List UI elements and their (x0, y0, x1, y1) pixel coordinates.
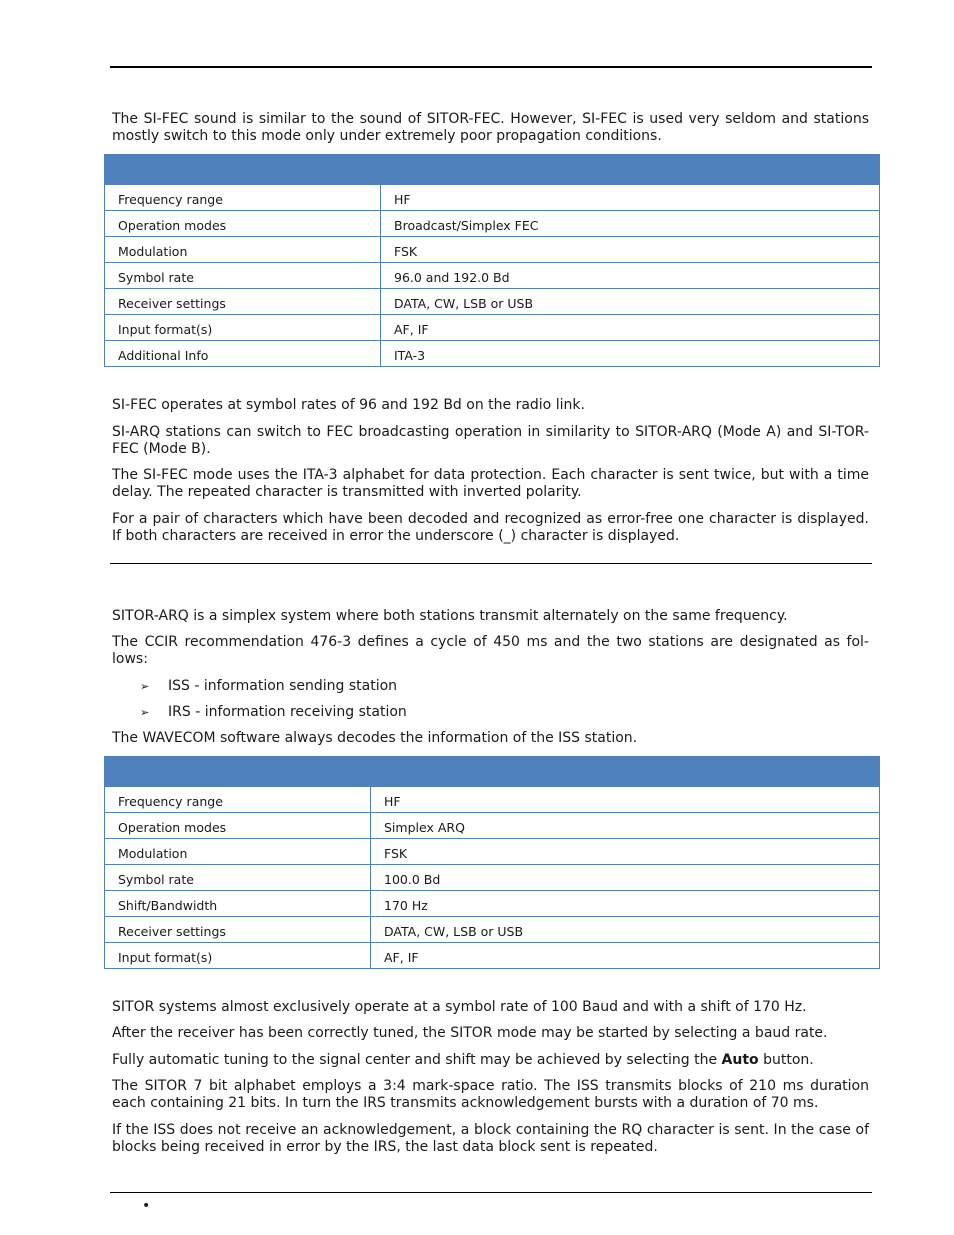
table-row (105, 943, 880, 969)
footer-rule (110, 1192, 872, 1193)
sifec-paragraph-2: SI-ARQ stations can switch to FEC broadcasting operation in similarity to SITOR-ARQ (Mode A) and SI-TOR-FEC (Mode B). (112, 424, 869, 457)
row-value: DATA, CW, LSB or USB (371, 917, 880, 943)
row-label: Symbol rate (105, 865, 371, 891)
table-row (105, 237, 880, 263)
row-value: Broadcast/Simplex FEC (381, 211, 880, 237)
row-value: 96.0 and 192.0 Bd (381, 263, 880, 289)
section-divider (110, 563, 872, 564)
sitorarq-decodes: The WAVECOM software always decodes the information of the ISS station. (112, 730, 638, 746)
table-row (105, 263, 880, 289)
row-value: HF (371, 787, 880, 813)
list-item-text: IRS - information receiving station (168, 704, 407, 720)
table-row (105, 211, 880, 237)
auto-button-name: Auto (721, 1052, 759, 1068)
sitorarq-paragraph-1: SITOR systems almost exclusively operate at a symbol rate of 100 Baud and with a shift of 170 Hz. (112, 999, 807, 1015)
table-row (105, 289, 880, 315)
sitorarq-intro: SITOR-ARQ is a simplex system where both stations transmit alternately on the same frequency. (112, 608, 788, 624)
table-row (105, 865, 880, 891)
header-rule (110, 66, 872, 68)
paragraph-text: Fully automatic tuning to the signal center and shift may be achieved by selecting the (112, 1052, 722, 1068)
row-label: Symbol rate (105, 263, 381, 289)
arrow-bullet-icon: ➢ (140, 706, 150, 719)
list-item (140, 704, 407, 721)
sifec-spec-table (104, 154, 880, 367)
row-label: Frequency range (105, 185, 381, 211)
row-label: Receiver settings (105, 917, 371, 943)
row-value: FSK (371, 839, 880, 865)
sifec-paragraph-3: The SI-FEC mode uses the ITA-3 alphabet for data protection. Each character is sent twice, but with a time delay. The repeated character is transmitted with inverted polarity. (112, 467, 869, 500)
row-label: Input format(s) (105, 315, 381, 341)
sifec-intro: The SI-FEC sound is similar to the sound of SITOR-FEC. However, SI-FEC is used very seldom and stations mostly switch to this mode only under extremely poor propagation conditions. (112, 111, 869, 144)
row-label: Modulation (105, 237, 381, 263)
table-row (105, 787, 880, 813)
table-header (105, 155, 880, 184)
row-label: Operation modes (105, 211, 381, 237)
row-value: FSK (381, 237, 880, 263)
table-row (105, 813, 880, 839)
sitorarq-spec-table (104, 756, 880, 969)
paragraph-text: button. (758, 1052, 814, 1068)
sitorarq-ccir: The CCIR recommendation 476-3 defines a cycle of 450 ms and the two stations are designated as fol-lows: (112, 634, 869, 667)
sitorarq-paragraph-3 (112, 1052, 869, 1069)
footer-bullet: • (142, 1198, 151, 1214)
row-value: 170 Hz (371, 891, 880, 917)
row-label: Operation modes (105, 813, 371, 839)
sitorarq-paragraph-5: If the ISS does not receive an acknowledgement, a block containing the RQ character is sent. In the case of blocks being received in error by the IRS, the last data block sent is repeated. (112, 1122, 869, 1155)
row-label: Frequency range (105, 787, 371, 813)
table-row (105, 839, 880, 865)
list-item (140, 678, 397, 695)
row-value: AF, IF (381, 315, 880, 341)
table-row (105, 315, 880, 341)
table-row (105, 891, 880, 917)
row-value: Simplex ARQ (371, 813, 880, 839)
row-value: ITA-3 (381, 341, 880, 367)
row-label: Input format(s) (105, 943, 371, 969)
table-row (105, 185, 880, 211)
table-row (105, 341, 880, 367)
row-label: Modulation (105, 839, 371, 865)
sitorarq-paragraph-4: The SITOR 7 bit alphabet employs a 3:4 mark-space ratio. The ISS transmits blocks of 210 ms duration each containing 21 bits. In turn the IRS transmits acknowledgement bursts with a duration of 70 ms. (112, 1078, 869, 1111)
row-value: 100.0 Bd (371, 865, 880, 891)
table-header (371, 757, 880, 786)
sitorarq-paragraph-2: After the receiver has been correctly tuned, the SITOR mode may be started by selecting a baud rate. (112, 1025, 828, 1041)
arrow-bullet-icon: ➢ (140, 680, 150, 693)
row-value: DATA, CW, LSB or USB (381, 289, 880, 315)
sifec-paragraph-4: For a pair of characters which have been decoded and recognized as error-free one character is displayed. If both characters are received in error the underscore (_) character is displayed. (112, 511, 869, 544)
row-value: AF, IF (371, 943, 880, 969)
row-label: Shift/Bandwidth (105, 891, 371, 917)
row-label: Receiver settings (105, 289, 381, 315)
row-label: Additional Info (105, 341, 381, 367)
row-value: HF (381, 185, 880, 211)
table-header (105, 757, 371, 786)
table-row (105, 917, 880, 943)
sifec-paragraph-1: SI-FEC operates at symbol rates of 96 and 192 Bd on the radio link. (112, 397, 585, 413)
list-item-text: ISS - information sending station (168, 678, 398, 694)
